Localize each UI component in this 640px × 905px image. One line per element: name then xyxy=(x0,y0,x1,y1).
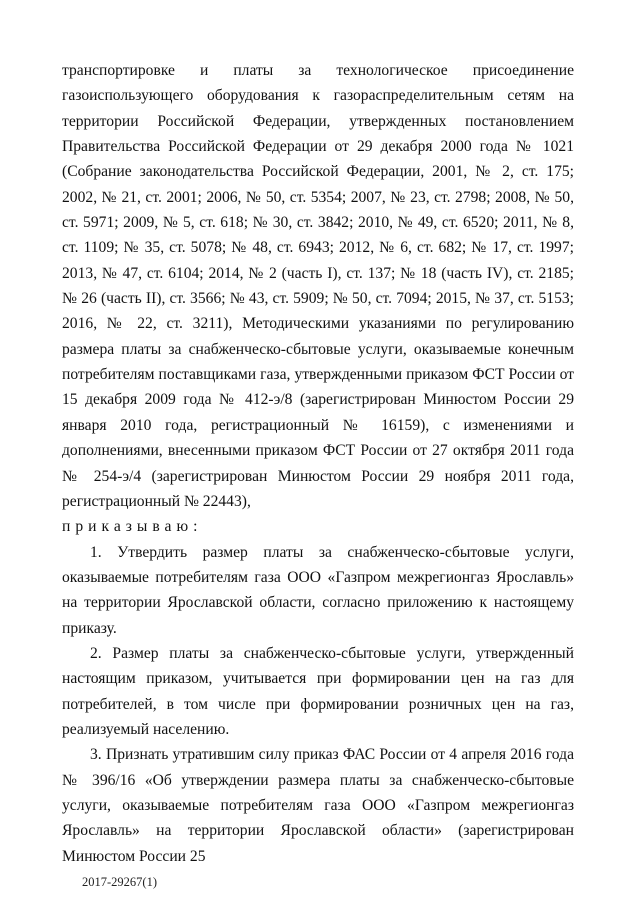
order-item-3: 3. Признать утратившим силу приказ ФАС России от 4 апреля 2016 года № 396/16 «Об утверждении размера платы за снабженческо-сбытовые услуги, оказываемые потребителям газа ООО «Газпром межрегионгаз Ярославль» на территории Ярославской области» (зарегистрирован Минюстом России 25 xyxy=(62,746,574,865)
order-word: приказываю: xyxy=(62,518,203,536)
order-item-1: 1. Утвердить размер платы за снабженческо-сбытовые услуги, оказываемые потребителям газа ООО «Газпром межрегионгаз Ярославль» на территории Ярославской области, согласно приложению к настоящему приказу. xyxy=(62,543,574,637)
document-code: 2017-29267(1) xyxy=(82,875,157,889)
order-item-2: 2. Размер платы за снабженческо-сбытовые услуги, утвержденный настоящим приказом, учитывается при формировании цен на газ для потребителей, в том числе при формировании розничных цен на газ, реализуемый населению. xyxy=(62,644,574,738)
document-body xyxy=(62,58,574,869)
preamble-paragraph: транспортировке и платы за технологическое присоединение газоиспользующего оборудования к газораспределительным сетям на территории Российской Федерации, утвержденных постановлением Правительства Российской Федерации от 29 декабря 2000 года № 1021 (Собрание законодательства Российской Федерации, 2001, № 2, ст. 175; 2002, № 21, ст. 2001; 2006, № 50, ст. 5354; 2007, № 23, ст. 2798; 2008, № 50, ст. 5971; 2009, № 5, ст. 618; № 30, ст. 3842; 2010, № 49, ст. 6520; 2011, № 8, ст. 1109; № 35, ст. 5078; № 48, ст. 6943; 2012, № 6, ст. 682; № 17, ст. 1997; 2013, № 47, ст. 6104; 2014, № 2 (часть I), ст. 137; № 18 (часть IV), ст. 2185; № 26 (часть II), ст. 3566; № 43, ст. 5909; № 50, ст. 7094; 2015, № 37, ст. 5153; 2016, № 22, ст. 3211), Методическими указаниями по регулированию размера платы за снабженческо-сбытовые услуги, оказываемые конечным потребителям поставщиками газа, утвержденными приказом ФСТ России от 15 декабря 2009 года № 412-э/8 (зарегистрирован Минюстом России 29 января 2010 года, регистрационный № 16159), с изменениями и дополнениями, внесенными приказом ФСТ России от 27 октября 2011 года № 254-э/4 (зарегистрирован Минюстом России 29 ноября 2011 года, регистрационный № 22443), xyxy=(62,62,574,510)
